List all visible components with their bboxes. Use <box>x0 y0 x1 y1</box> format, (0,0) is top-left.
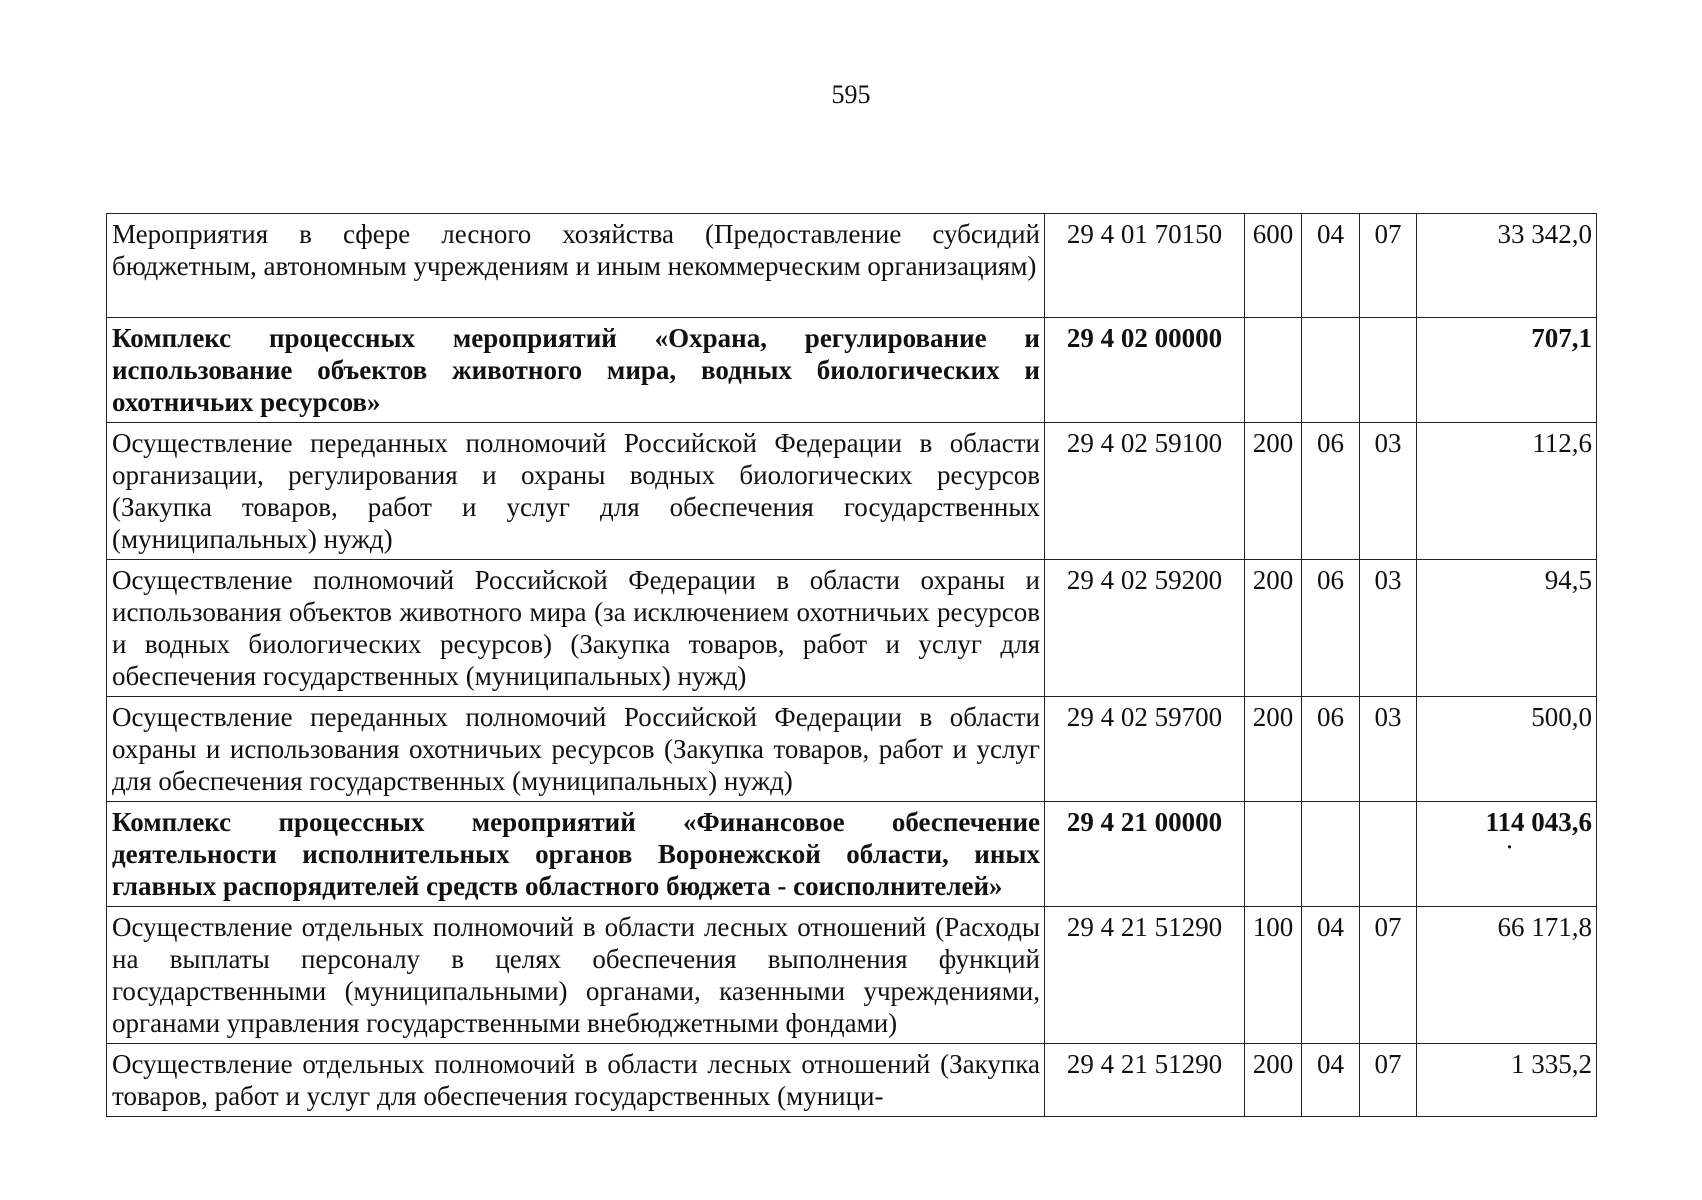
row-name: Комплекс процессных мероприятий «Финансовое обеспечение деятельности исполнительных органов Воронежской области, иных главных распорядителей средств областного бюджета - соисполнителей» <box>107 802 1045 907</box>
row-amount-cell <box>1417 802 1597 907</box>
row-expense-type <box>1245 802 1302 907</box>
row-expense-type: 600 <box>1245 214 1302 318</box>
row-expense-type: 200 <box>1245 560 1302 697</box>
row-code: 29 4 02 59700 <box>1045 697 1245 802</box>
row-name: Осуществление полномочий Российской Федерации в области охраны и использования объектов животного мира (за исключением охотничьих ресурсов и водных биологических ресурсов) (Закупка товаров, работ и услуг для обеспечения государственных (муниципальных) нужд) <box>107 560 1045 697</box>
row-subsection <box>1360 318 1417 423</box>
row-amount: 707,1 <box>1417 318 1597 423</box>
row-name: Осуществление отдельных полномочий в области лесных отношений (Расходы на выплаты персоналу в целях обеспечения выполнения функций государственными (муниципальными) органами, казенными учреждениями, органами управления государственными внебюджетными фондами) <box>107 907 1045 1044</box>
table-row <box>107 1044 1597 1117</box>
table-row <box>107 560 1597 697</box>
scan-speck: · <box>1505 832 1514 862</box>
row-amount: 94,5 <box>1417 560 1597 697</box>
row-section <box>1302 802 1360 907</box>
row-amount: 114 043,6 <box>1485 807 1592 837</box>
row-name: Осуществление переданных полномочий Российской Федерации в области охраны и использования охотничьих ресурсов (Закупка товаров, работ и услуг для обеспечения государственных (муниципальных) нужд) <box>107 697 1045 802</box>
row-section: 06 <box>1302 423 1360 560</box>
row-code: 29 4 02 00000 <box>1045 318 1245 423</box>
row-section <box>1302 318 1360 423</box>
row-section: 04 <box>1302 907 1360 1044</box>
row-name: Комплекс процессных мероприятий «Охрана, регулирование и использование объектов животного мира, водных биологических и охотничьих ресурсов» <box>107 318 1045 423</box>
row-amount: 500,0 <box>1417 697 1597 802</box>
row-subsection: 07 <box>1360 214 1417 318</box>
row-expense-type: 200 <box>1245 1044 1302 1117</box>
row-expense-type: 200 <box>1245 697 1302 802</box>
row-subsection: 07 <box>1360 1044 1417 1117</box>
row-section: 06 <box>1302 560 1360 697</box>
row-expense-type <box>1245 318 1302 423</box>
row-amount: 33 342,0 <box>1417 214 1597 318</box>
row-name: Мероприятия в сфере лесного хозяйства (Предоставление субсидий бюджетным, автономным учреждениям и иным некоммерческим организациям) <box>107 214 1045 318</box>
row-name: Осуществление отдельных полномочий в области лесных отношений (Закупка товаров, работ и услуг для обеспечения государственных (муници- <box>107 1044 1045 1117</box>
row-section: 04 <box>1302 214 1360 318</box>
row-code: 29 4 21 51290 <box>1045 907 1245 1044</box>
row-subsection: 03 <box>1360 697 1417 802</box>
row-code: 29 4 02 59100 <box>1045 423 1245 560</box>
row-code: 29 4 02 59200 <box>1045 560 1245 697</box>
table-row <box>107 214 1597 318</box>
table-row <box>107 697 1597 802</box>
row-subsection: 03 <box>1360 423 1417 560</box>
table-row <box>107 423 1597 560</box>
row-amount: 66 171,8 <box>1417 907 1597 1044</box>
row-code: 29 4 21 00000 <box>1045 802 1245 907</box>
table-row <box>107 907 1597 1044</box>
row-amount: 1 335,2 <box>1417 1044 1597 1117</box>
row-subsection: 07 <box>1360 907 1417 1044</box>
row-code: 29 4 21 51290 <box>1045 1044 1245 1117</box>
budget-table <box>106 213 1597 1117</box>
row-expense-type: 200 <box>1245 423 1302 560</box>
row-subsection <box>1360 802 1417 907</box>
table-row <box>107 802 1597 907</box>
page-number: 595 <box>831 80 871 109</box>
row-code: 29 4 01 70150 <box>1045 214 1245 318</box>
table-row <box>107 318 1597 423</box>
row-name: Осуществление переданных полномочий Российской Федерации в области организации, регулирования и охраны водных биологических ресурсов (Закупка товаров, работ и услуг для обеспечения государственных (муниципальных) нужд) <box>107 423 1045 560</box>
row-section: 04 <box>1302 1044 1360 1117</box>
row-expense-type: 100 <box>1245 907 1302 1044</box>
row-amount: 112,6 <box>1417 423 1597 560</box>
row-subsection: 03 <box>1360 560 1417 697</box>
row-section: 06 <box>1302 697 1360 802</box>
